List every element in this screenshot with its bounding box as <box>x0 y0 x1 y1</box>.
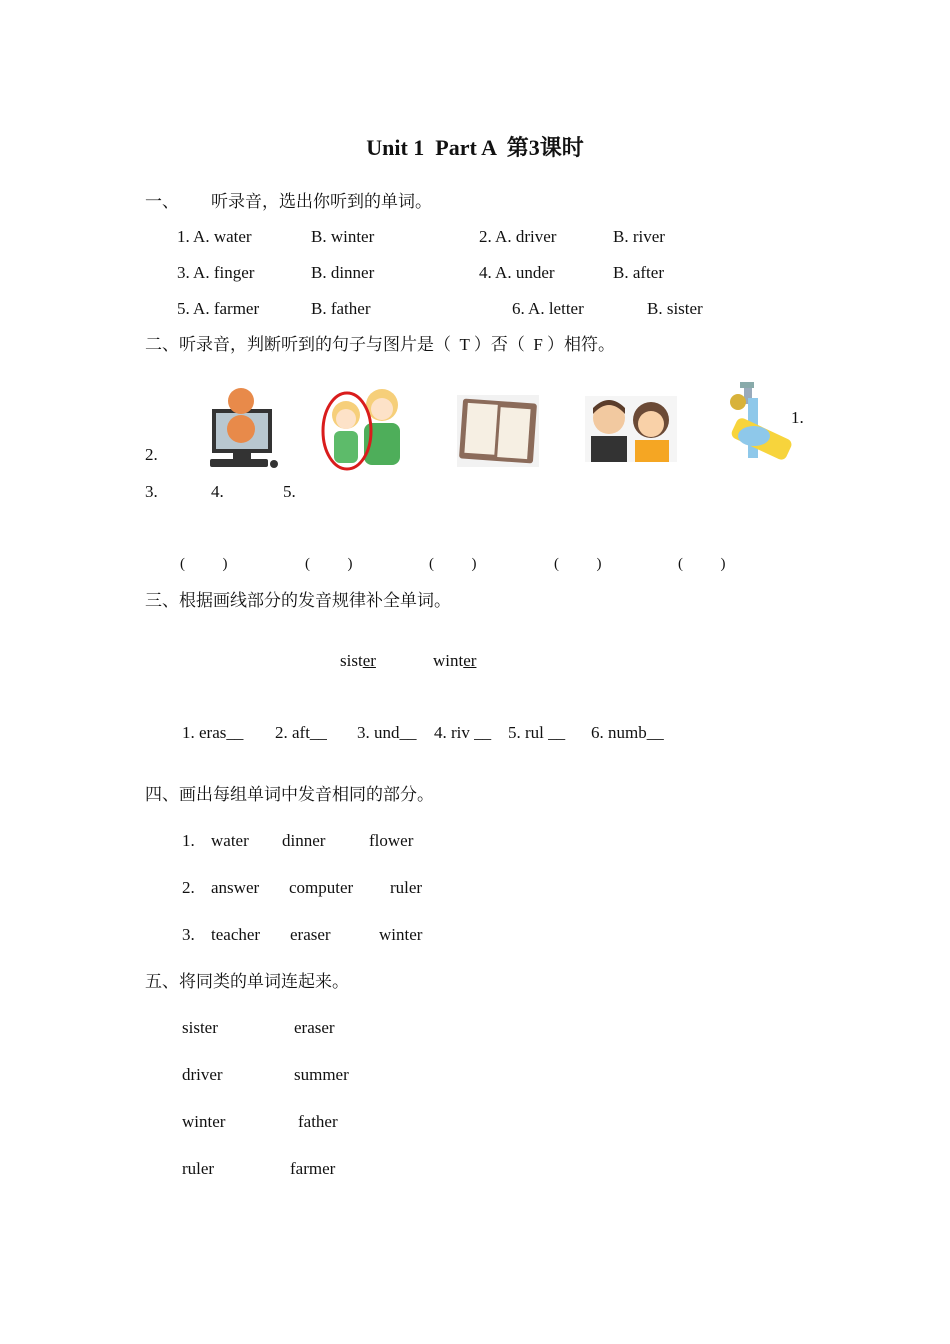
answer-blank[interactable]: ( ) <box>554 556 602 572</box>
option: B. winter <box>311 227 375 246</box>
word: answer <box>211 878 260 897</box>
word-stem: sist <box>340 651 363 670</box>
option: B. river <box>613 227 665 246</box>
right-word: eraser <box>294 1018 335 1037</box>
option: B. father <box>311 299 371 318</box>
option: 6. A. letter <box>512 299 584 318</box>
left-word: sister <box>182 1018 218 1037</box>
option: 4. A. under <box>479 263 555 282</box>
answer-blank[interactable]: ( ) <box>429 556 477 572</box>
option: B. after <box>613 263 664 282</box>
word: winter <box>379 925 423 944</box>
word-stem: wint <box>433 651 464 670</box>
underlined-part: er <box>362 651 376 670</box>
word: water <box>211 831 249 850</box>
fill-item: 3. und__ <box>357 723 417 742</box>
option: 5. A. farmer <box>177 299 260 318</box>
picture-label: 1. <box>791 408 804 427</box>
computer-tiger-image <box>205 385 283 471</box>
section2-heading: 二、听录音，判断听到的句子与图片是（ T ）否（ F ）相符。 <box>145 335 616 354</box>
tap-water-image <box>722 378 794 468</box>
section4-heading: 四、画出每组单词中发音相同的部分。 <box>145 785 434 804</box>
picture-label: 5. <box>283 482 296 501</box>
section3-heading: 三、根据画线部分的发音规律补全单词。 <box>145 591 451 610</box>
left-word: ruler <box>182 1159 215 1178</box>
option: 3. A. finger <box>177 263 255 282</box>
word: dinner <box>282 831 326 850</box>
fill-item: 5. rul __ <box>508 723 566 742</box>
girls-image <box>320 385 410 471</box>
word: teacher <box>211 925 261 944</box>
right-word: father <box>298 1112 338 1131</box>
fill-item: 6. numb__ <box>591 723 664 742</box>
example-word <box>433 650 476 672</box>
answer-blank[interactable]: ( ) <box>678 556 726 572</box>
parents-image <box>585 396 677 462</box>
picture-label: 4. <box>211 482 224 501</box>
section5-heading: 五、将同类的单词连起来。 <box>145 972 349 991</box>
right-word: summer <box>294 1065 349 1084</box>
picture-label: 2. <box>145 445 158 464</box>
notebook-image <box>455 393 541 469</box>
left-word: winter <box>182 1112 226 1131</box>
word: computer <box>289 878 354 897</box>
option: B. dinner <box>311 263 375 282</box>
row-number: 1. <box>182 831 195 850</box>
row-number: 3. <box>182 925 195 944</box>
word: eraser <box>290 925 331 944</box>
option: 1. A. water <box>177 227 252 246</box>
right-word: farmer <box>290 1159 336 1178</box>
section1-heading: 听录音，选出你听到的单词。 <box>211 192 432 211</box>
fill-item: 2. aft__ <box>275 723 327 742</box>
word: flower <box>369 831 414 850</box>
underlined-part: er <box>463 651 477 670</box>
example-word <box>340 650 376 672</box>
answer-blank[interactable]: ( ) <box>305 556 353 572</box>
word: ruler <box>390 878 423 897</box>
row-number: 2. <box>182 878 195 897</box>
answer-blank[interactable]: ( ) <box>180 556 228 572</box>
page-title: Unit 1 Part A 第3课时 <box>366 135 584 160</box>
picture-label: 3. <box>145 482 158 501</box>
option: 2. A. driver <box>479 227 557 246</box>
option: B. sister <box>647 299 703 318</box>
fill-item: 4. riv __ <box>434 723 492 742</box>
left-word: driver <box>182 1065 223 1084</box>
section1-number: 一、 <box>145 192 179 211</box>
fill-item: 1. eras__ <box>182 723 244 742</box>
